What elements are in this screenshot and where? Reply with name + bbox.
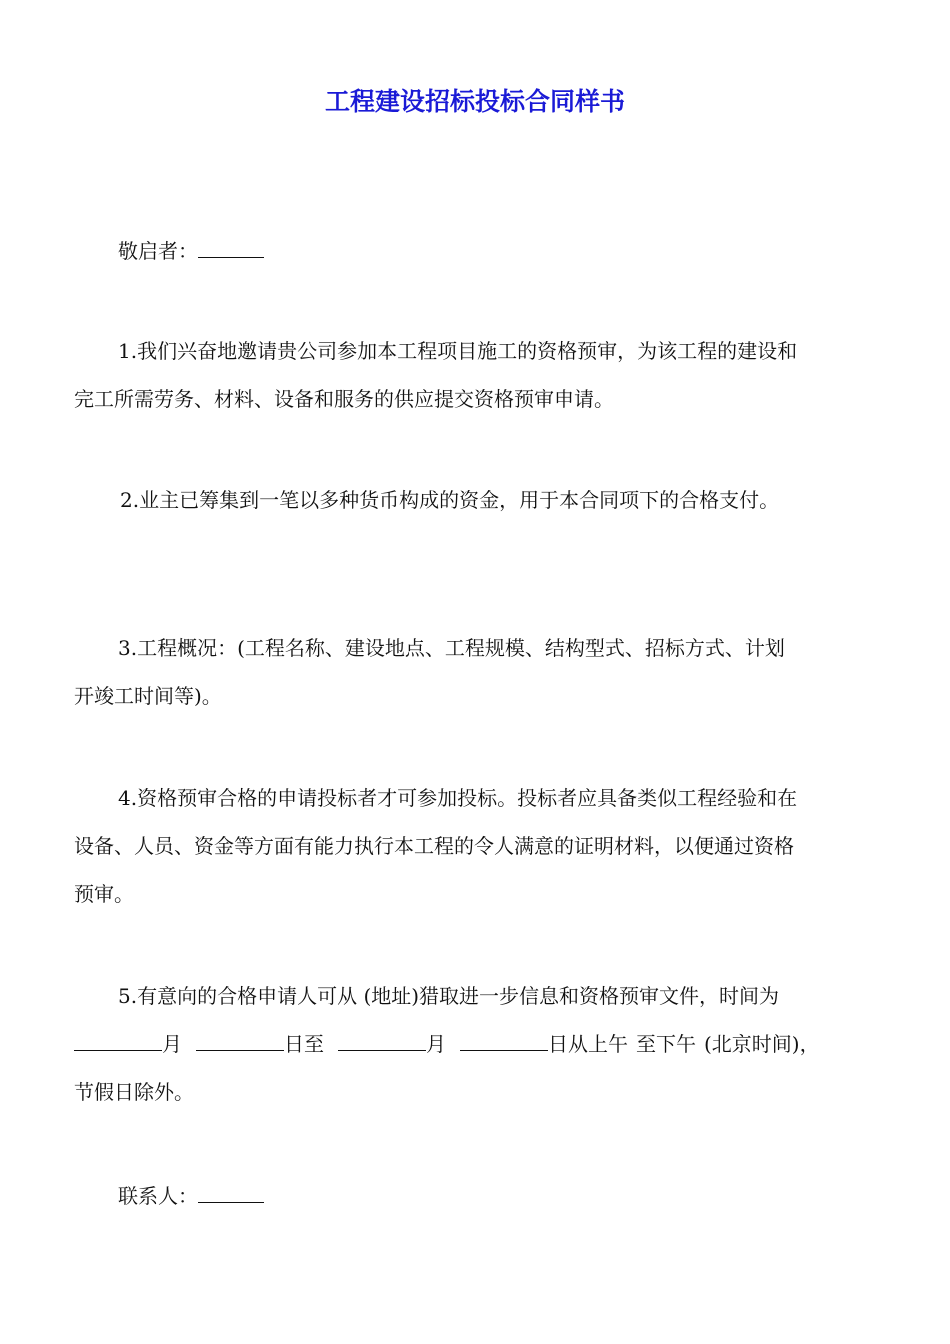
month-label-1: 月 — [162, 1032, 182, 1056]
timezone-label: (北京时间)， — [704, 1032, 820, 1056]
paragraph-3-line-1: 3.工程概况：(工程名称、建设地点、工程规模、结构型式、招标方式、计划 — [118, 636, 785, 660]
document-title: 工程建设招标投标合同样书 — [324, 87, 625, 116]
paragraph-4-line-1: 4.资格预审合格的申请投标者才可参加投标。投标者应具备类似工程经验和在 — [118, 786, 798, 810]
paragraph-5-line-3: 节假日除外。 — [74, 1080, 194, 1104]
paragraph-4 — [74, 774, 884, 918]
day-blank-2 — [460, 1030, 548, 1051]
paragraph-4-line-2: 设备、人员、资金等方面有能力执行本工程的令人满意的证明材料，以便通过资格 — [74, 834, 794, 858]
paragraph-1-line-1: 1.我们兴奋地邀请贵公司参加本工程项目施工的资格预审，为该工程的建设和 — [118, 339, 798, 363]
contact-label: 联系人： — [118, 1184, 198, 1208]
paragraph-5 — [74, 972, 884, 1116]
day-blank-1 — [196, 1030, 284, 1051]
paragraph-5-line-1: 5.有意向的合格申请人可从 (地址)猎取进一步信息和资格预审文件，时间为 — [118, 984, 780, 1008]
salutation-label: 敬启者： — [118, 239, 198, 263]
afternoon-label: 至下午 — [636, 1032, 696, 1056]
contact-blank — [198, 1182, 264, 1203]
month-label-2: 月 — [426, 1032, 446, 1056]
paragraph-1-line-2: 完工所需劳务、材料、设备和服务的供应提交资格预审申请。 — [74, 387, 614, 411]
paragraph-3 — [74, 624, 884, 720]
day-label-2: 日从上午 — [548, 1032, 628, 1056]
paragraph-1 — [74, 327, 884, 423]
paragraph-3-line-2: 开竣工时间等)。 — [74, 684, 222, 708]
paragraph-4-line-3: 预审。 — [74, 882, 134, 906]
month-blank-1 — [74, 1030, 162, 1051]
month-blank-2 — [338, 1030, 426, 1051]
paragraph-2-line-1: 2.业主已筹集到一笔以多种货币构成的资金，用于本合同项下的合格支付。 — [120, 488, 780, 512]
recipient-blank — [198, 237, 264, 258]
paragraph-5-line-2 — [74, 1020, 884, 1068]
contact-line — [74, 1172, 884, 1220]
day-label-1: 日至 — [284, 1032, 324, 1056]
salutation-line — [74, 227, 884, 275]
paragraph-2 — [74, 476, 884, 524]
